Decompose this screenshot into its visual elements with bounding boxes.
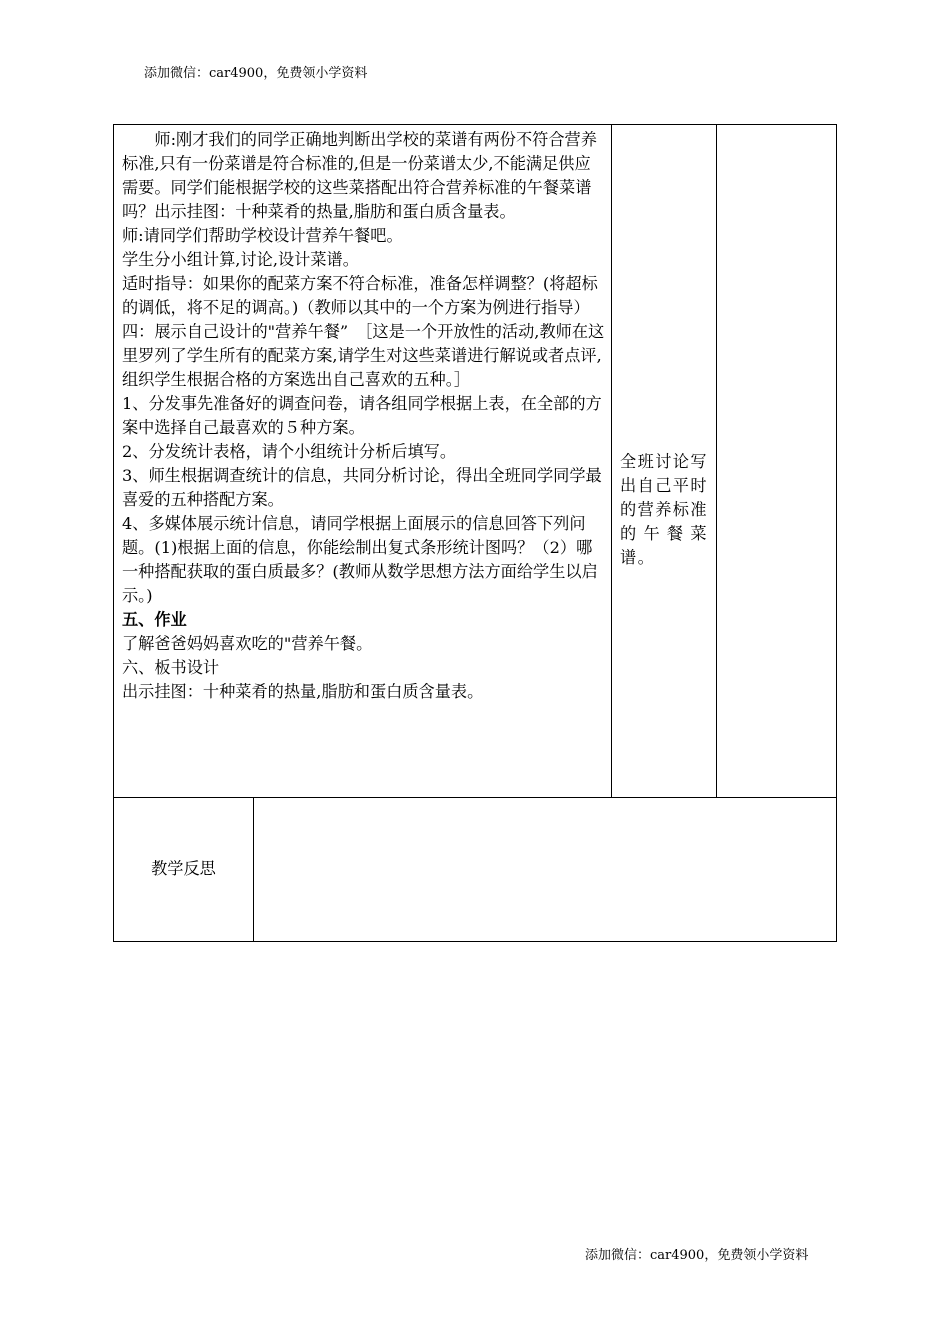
reflection-table (113, 797, 837, 942)
paragraph-step-3: 3、师生根据调查统计的信息，共同分析讨论，得出全班同学同学最喜爱的五种搭配方案。 (122, 466, 602, 509)
header-watermark-note: 添加微信：car4900，免费领小学资料 (144, 66, 368, 81)
paragraph-board-design: 出示挂图：十种菜肴的热量,脂肪和蛋白质含量表。 (122, 682, 484, 701)
reflection-label: 教学反思 (114, 797, 254, 941)
notes-cell (717, 125, 836, 797)
paragraph-step-1: 1、分发事先准备好的调查问卷，请各组同学根据上表，在全部的方案中选择自己最喜欢的５种方案。 (122, 394, 602, 437)
paragraph-homework: 了解爸爸妈妈喜欢吃的"营养午餐。 (122, 634, 373, 653)
paragraph-group-work: 学生分小组计算,讨论,设计菜谱。 (122, 250, 359, 269)
paragraph-step-2: 2、分发统计表格，请个小组统计分析后填写。 (122, 442, 457, 461)
paragraph-guidance: 适时指导：如果你的配菜方案不符合标准，准备怎样调整？(将超标的调低，将不足的调高。)（教师以其中的一个方案为例进行指导） (122, 274, 598, 317)
heading-board-design: 六、板书设计 (122, 658, 220, 677)
teaching-process-cell (114, 125, 612, 797)
footer-watermark-note: 添加微信：car4900，免费领小学资料 (585, 1248, 809, 1263)
student-activity-cell (612, 125, 717, 797)
reflection-content-cell (254, 797, 836, 941)
paragraph-design-lunch: 师:请同学们帮助学校设计营养午餐吧。 (122, 226, 403, 245)
student-activity-text: 全班讨论写出自己平时的营养标准的午餐菜谱。 (620, 452, 708, 567)
paragraph-teacher-intro: 师:刚才我们的同学正确地判断出学校的菜谱有两份不符合营养标准,只有一份菜谱是符合标准的,但是一份菜谱太少,不能满足供应需要。同学们能根据学校的这些菜搭配出符合营养标准的午餐菜谱吗？出示挂图：十种菜肴的热量,脂肪和蛋白质含量表。 (122, 130, 597, 221)
paragraph-section-four: 四：展示自己设计的"营养午餐” ［这是一个开放性的活动,教师在这里罗列了学生所有的配菜方案,请学生对这些菜谱进行解说或者点评,组织学生根据合格的方案选出自己喜欢的五种。］ (122, 322, 605, 389)
paragraph-step-4: 4、多媒体展示统计信息，请同学根据上面展示的信息回答下列问题。(1)根据上面的信息，你能绘制出复式条形统计图吗？（2）哪一种搭配获取的蛋白质最多？(教师从数学思想方法方面给学生以启示。) (122, 514, 598, 605)
heading-homework: 五、作业 (122, 610, 187, 629)
lesson-plan-table (113, 124, 837, 798)
